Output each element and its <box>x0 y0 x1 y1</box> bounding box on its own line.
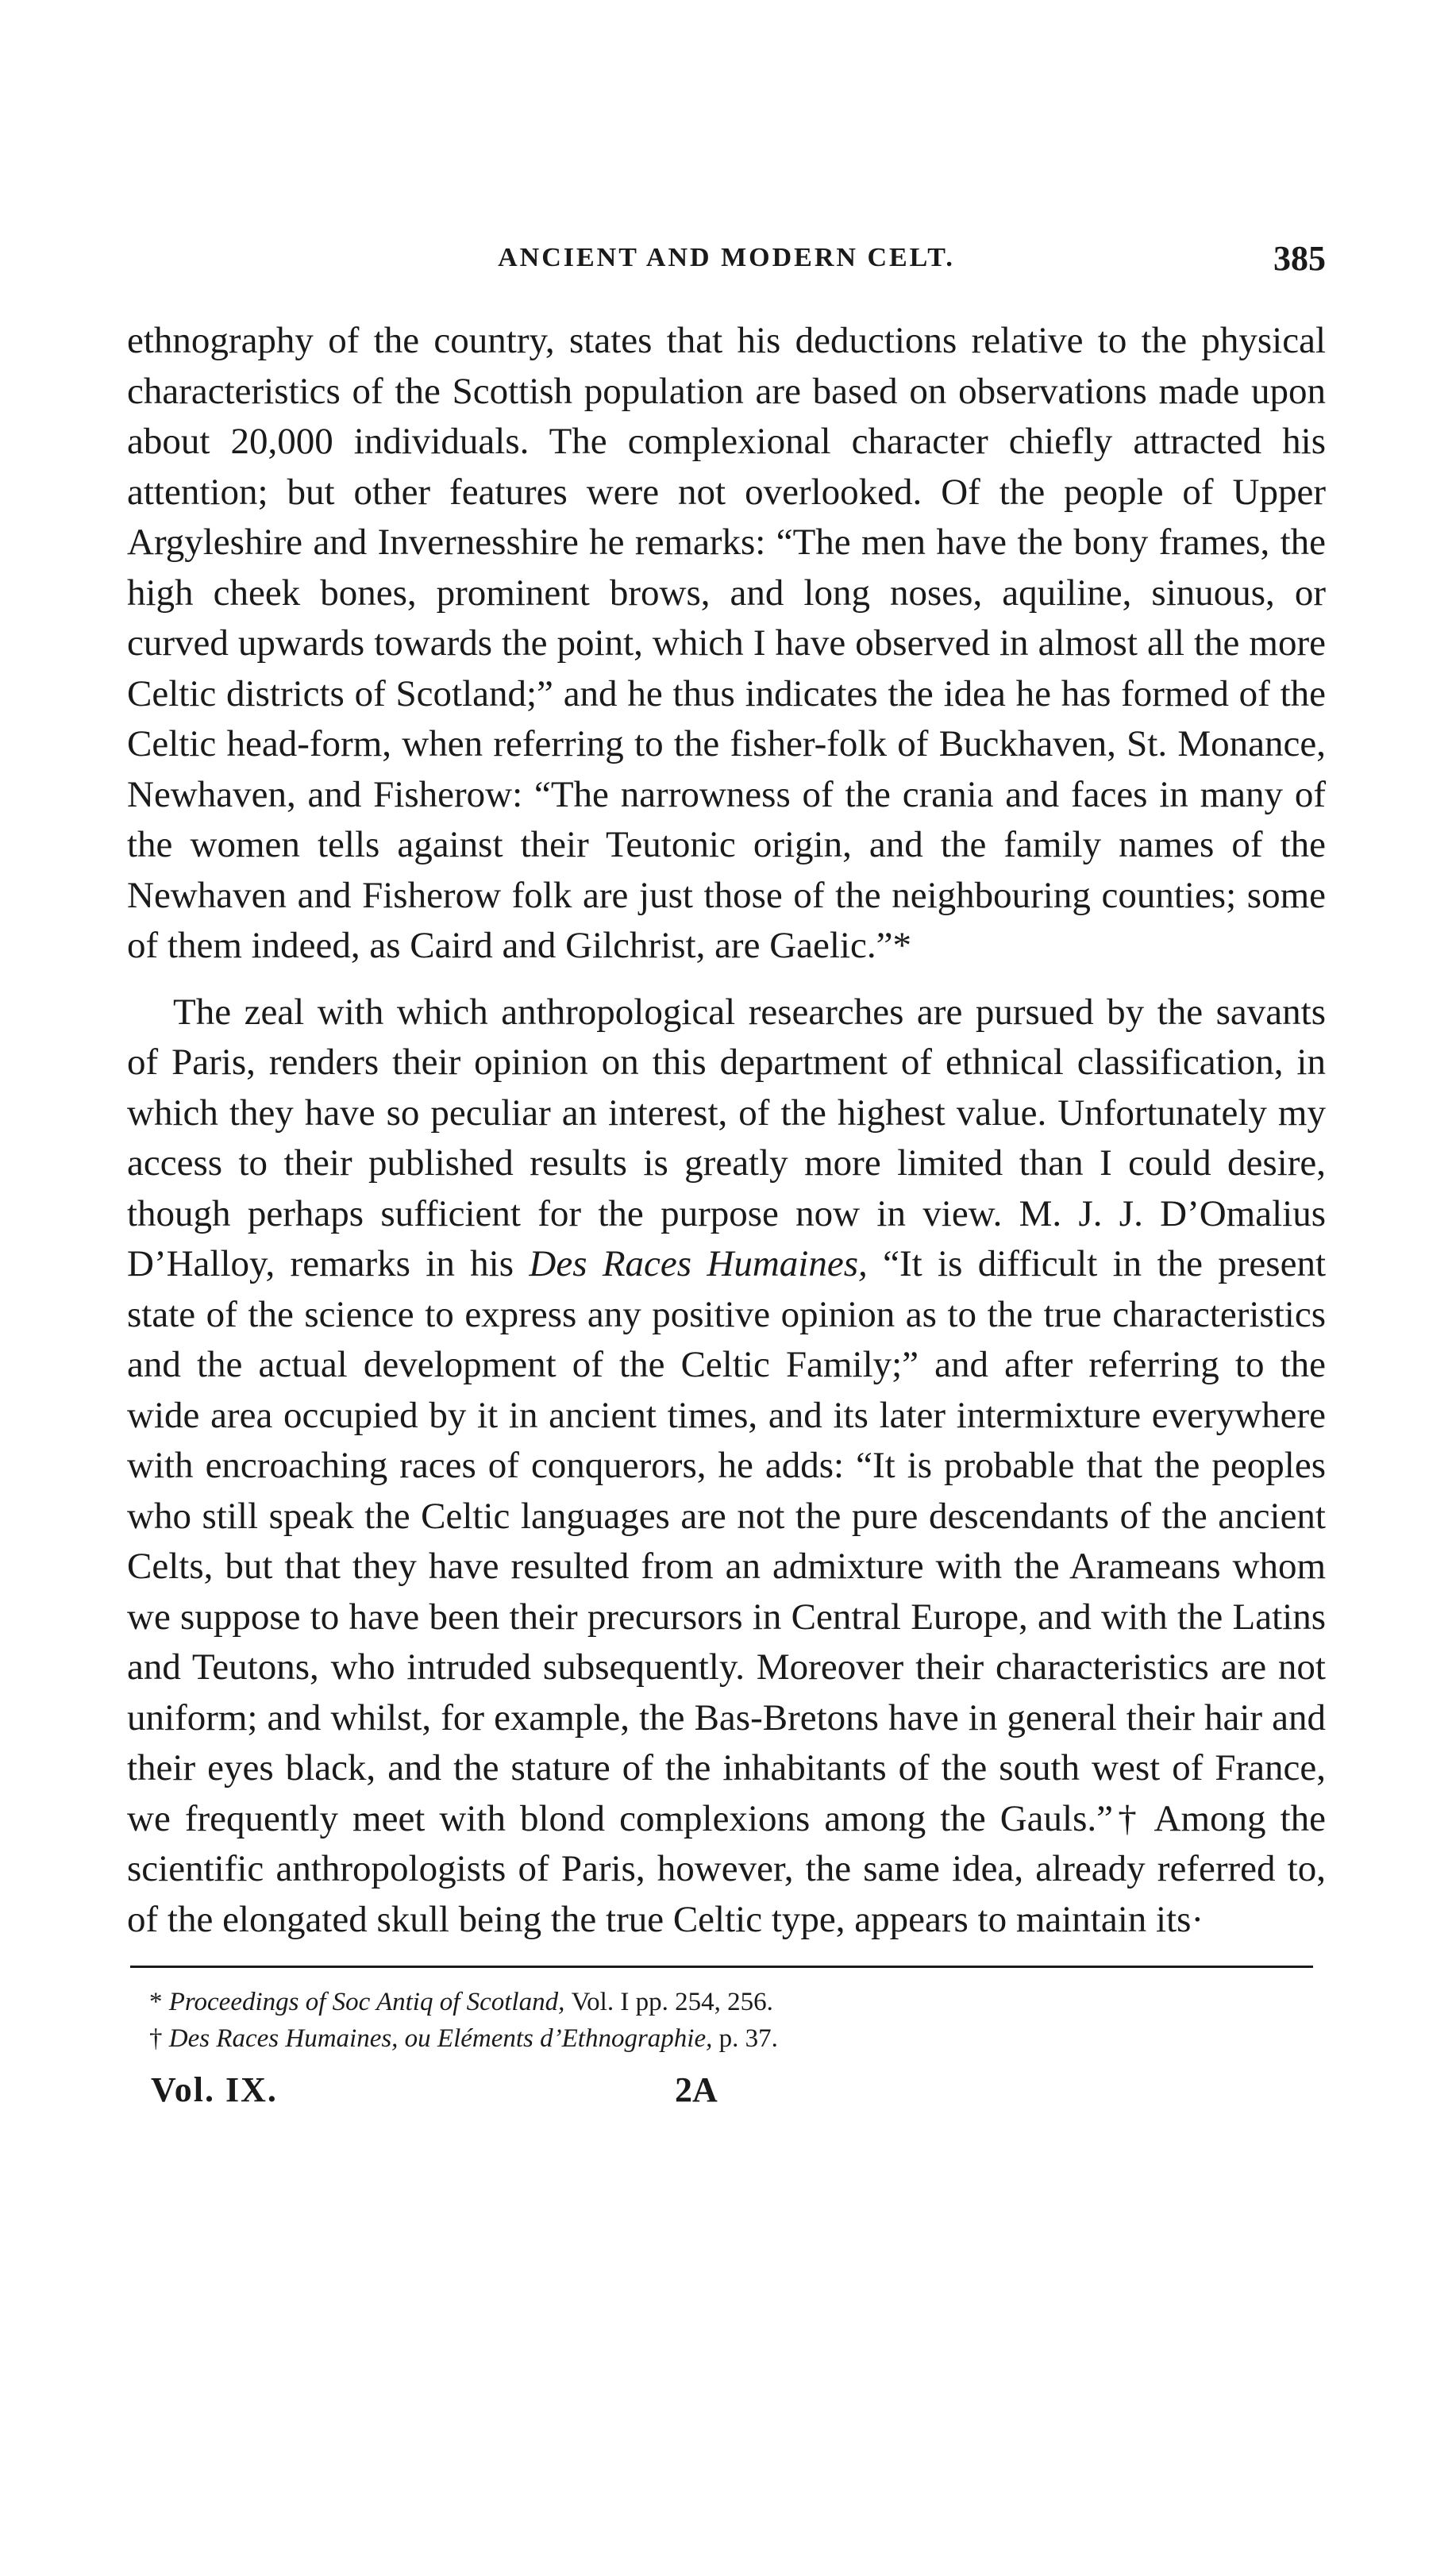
page-number: 385 <box>1273 239 1326 278</box>
body-text <box>127 316 1326 1945</box>
printer-signature-mark: 2A <box>675 2070 718 2109</box>
running-head-title: ANCIENT AND MODERN CELT. <box>498 243 955 272</box>
paragraph-2-part-1: The zeal with which anthropological researches are pursued by the savants of Paris, renders their opinion on this department of ethnical classification, in which they have so peculiar an interest, of the highest value. Unfortunately my access to their published results is greatly more limited than I could desire, though perhaps sufficient for the purpose now in view. M. J. J. D’Omalius D’Halloy, remarks in his <box>127 991 1326 1284</box>
footnote-italic-text: Proceedings of Soc Antiq of Scotland, <box>168 1988 565 2016</box>
cited-book-title: Des Races Humaines, <box>529 1243 868 1284</box>
running-head <box>127 238 1326 286</box>
footnote-italic-text: Des Races Humaines, ou Eléments d’Ethnographie, <box>168 2024 713 2053</box>
paragraph-2-part-2: “It is difficult in the present state of the science to express any positive opinion as to the true characteristics and the actual development of the Celtic Family;” and after referring to the wide area occupied by it in ancient times, and its later intermixture everywhere with encroaching races of conquerors, he adds: “It is probable that the peoples who still speak the Celtic languages are not the pure descendants of the ancient Celts, but that they have resulted from an admixture with the Arameans whom we suppose to have been their precursors in Central Europe, and with the Latins and Teutons, who intruded subsequently. Moreover their characteristics are not uniform; and whilst, for example, the Bas-Bretons have in general their hair and their eyes black, and the stature of the inhabitants of the south west of France, we frequently meet with blond complexions among the Gauls.”† Among the scientific anthropologists of Paris, however, the same idea, already referred to, of the elongated skull being the true Celtic type, appears to maintain its· <box>127 1243 1327 1940</box>
footnotes <box>127 1984 1326 2057</box>
footnote-plain-text: Vol. I pp. 254, 256. <box>571 1988 773 2016</box>
signature-line <box>127 2065 1326 2120</box>
paragraph-2 <box>127 988 1326 1946</box>
book-page <box>127 238 1326 2120</box>
footnote-1 <box>127 1984 1326 2020</box>
footnote-plain-text: p. 37. <box>718 2024 778 2053</box>
footnote-mark: * <box>149 1988 163 2016</box>
footnote-2 <box>127 2020 1326 2057</box>
paragraph-1: ethnography of the country, states that his deductions relative to the physical characteristics of the Scottish population are based on observations made upon about 20,000 individuals. The complexional character chiefly attracted his attention; but other features were not overlooked. Of the people of Upper Argyleshire and Invernesshire he remarks: “The men have the bony frames, the high cheek bones, prominent brows, and long noses, aquiline, sinuous, or curved upwards towards the point, which I have observed in almost all the more Celtic districts of Scotland;” and he thus indicates the idea he has formed of the Celtic head-form, when referring to the fisher-folk of Buckhaven, St. Monance, Newhaven, and Fisherow: “The narrowness of the crania and faces in many of the women tells against their Teutonic origin, and the family names of the Newhaven and Fisherow folk are just those of the neighbouring counties; some of them indeed, as Caird and Gilchrist, are Gaelic.”* <box>127 320 1326 966</box>
footnote-divider <box>130 1966 1313 1968</box>
footnote-mark: † <box>149 2024 163 2053</box>
volume-label: Vol. IX. <box>151 2070 278 2109</box>
